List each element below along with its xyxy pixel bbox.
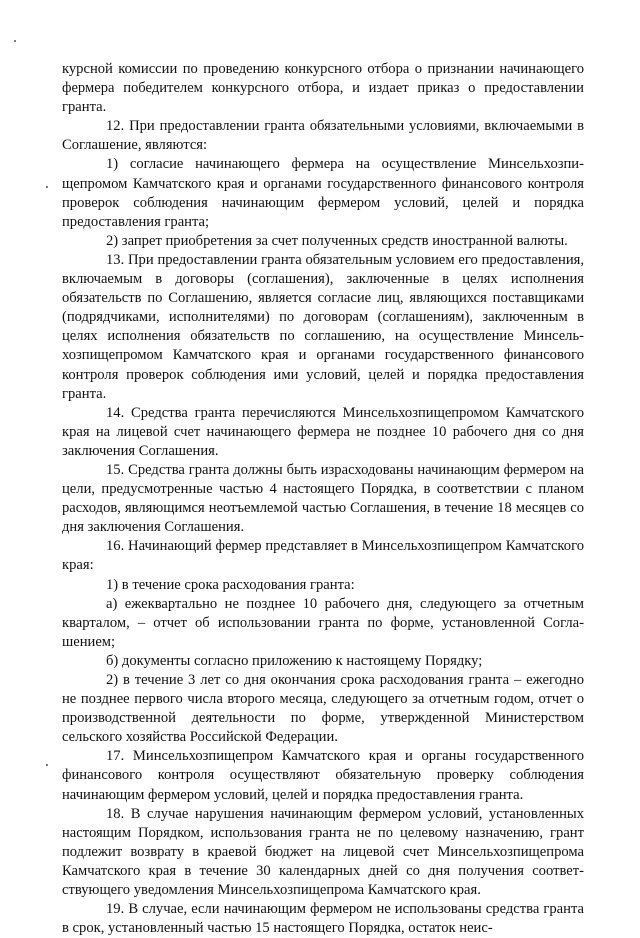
paragraph-continuation: курсной комиссии по проведению конкурсного отбора о признании начинающего фермера победителем конкурсного отбора, и издает приказ о предоставлении гранта. [62, 61, 584, 116]
paragraph-16: 16. Начинающий фермер представляет в Минсельхозпищепром Камчатского края: [62, 538, 584, 574]
paragraph-13: 13. При предоставлении гранта обязательным условием его предоставления, включаемым в договоры (соглашения), заключенные в целях исполнения обязательств по Соглашению, является согласие лиц, являющихся поставщиками (подрядчиками, исполнителями) по договорам (соглашениям), заключенным в целях исполнения обязательств по соглашению, на осуществление Минсельхозпищепромом Камчатского края и органами государственного финансового контроля проверок соблюдения ими условий, целей и порядка предоставления гранта. [62, 251, 584, 402]
paragraph-18: 18. В случае нарушения начинающим фермером условий, установленных настоящим Порядком, использования гранта не по целевому назначению, грант подлежит возврату в краевой бюджет на лицевой счет Минсельхозпищепрома Камчатского края в течение 30 календарных дней со дня получения соответствующего уведомления Минсельхозпищепрома Камчатского края. [62, 805, 584, 899]
paragraph-19: 19. В случае, если начинающим фермером не использованы средства гранта в срок, установленный частью 15 настоящего Порядка, остаток неис- [62, 901, 584, 937]
paragraph-12-item-2: 2) запрет приобретения за счет полученных средств иностранной валюты. [106, 232, 568, 249]
paragraph-16-item-2: 2) в течение 3 лет со дня окончания срока расходования гранта – ежегодно не позднее первого числа второго месяца, следующего за отчетным годом, отчет о производственной деятельности по форме, утвержденной Министерством сельского хозяйства Российской Федерации. [62, 672, 584, 746]
paragraph-12-item-1: 1) согласие начинающего фермера на осуществление Минсельхозпищепромом Камчатского края и органами государственного финансового контроля проверок соблюдения начинающим фермером условий, целей и порядка предоставления гранта; [62, 156, 584, 230]
paragraph-16-item-1: 1) в течение срока расходования гранта: [106, 576, 355, 593]
paragraph-16-item-1a: а) ежеквартально не позднее 10 рабочего дня, следующего за отчетным кварталом, – отчет об использовании гранта по форме, установленной Соглашением; [62, 595, 584, 650]
paragraph-17: 17. Минсельхозпищепром Камчатского края и органы государственного финансового контроля осуществляют обязательную проверку соблюдения начинающим фермером условий, целей и порядка предоставления гранта. [62, 748, 584, 803]
paragraph-16-item-1b: б) документы согласно приложению к настоящему Порядку; [106, 652, 483, 669]
document-page [62, 60, 584, 938]
scan-speck [14, 40, 16, 42]
paragraph-12: 12. При предоставлении гранта обязательными условиями, включаемыми в Соглашение, являются: [62, 118, 584, 154]
paragraph-15: 15. Средства гранта должны быть израсходованы начинающим фермером на цели, предусмотренные частью 4 настоящего Порядка, в соответствии с планом расходов, являющимся неотъемлемой частью Соглашения, в течение 18 месяцев со дня заключения Соглашения. [62, 461, 584, 536]
scan-speck [46, 186, 48, 188]
paragraph-14: 14. Средства гранта перечисляются Минсельхозпищепромом Камчатского края на лицевой счет начинающего фермера не позднее 10 рабочего дня со дня заключения Соглашения. [62, 404, 584, 459]
scan-speck [46, 764, 48, 766]
